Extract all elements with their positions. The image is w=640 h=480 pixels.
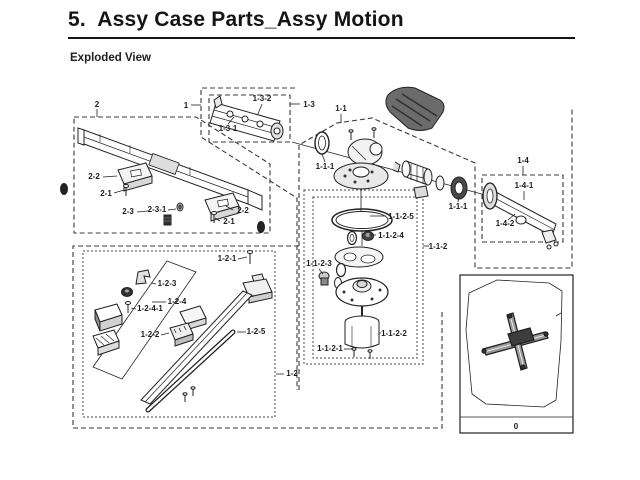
part-label-p-2-3-1: 2-3-1 <box>147 205 167 214</box>
part-label-p-1-4-2: 1-4-2 <box>495 219 515 228</box>
part-rail-assembly <box>483 183 558 249</box>
part-label-p-1-4-1: 1-4-1 <box>514 181 534 190</box>
part-label-p-1-1-1-l: 1-1-1 <box>315 162 335 171</box>
part-label-p-2-3: 2-3 <box>122 207 134 216</box>
part-label-sec-0: 0 <box>513 422 519 431</box>
part-label-p-1-3-2: 1-3-2 <box>252 94 272 103</box>
part-label-p-1-2-3: 1-2-3 <box>157 279 177 288</box>
part-label-sec-2: 2 <box>94 100 100 109</box>
part-base-parts <box>93 251 272 411</box>
exploded-view-label: Exploded View <box>70 52 151 64</box>
part-label-sec-1: 1 <box>183 101 189 110</box>
part-label-p-1-2-4-1: 1-2-4-1 <box>137 304 163 313</box>
part-label-sec-1-2: 1-2 <box>286 369 298 378</box>
part-label-p-1-2-5: 1-2-5 <box>246 327 266 336</box>
part-label-p-1-1-2-1: 1-1-2-1 <box>317 344 343 353</box>
part-label-p-2-2-a: 2-2 <box>88 172 100 181</box>
part-label-p-1-1-2-2: 1-1-2-2 <box>381 329 407 338</box>
part-carriage-assembly <box>210 96 283 141</box>
part-label-p-1-2-4: 1-2-4 <box>167 297 187 306</box>
part-label-p-1-1-1-r: 1-1-1 <box>448 202 468 211</box>
part-label-p-2-1-b: 2-1 <box>223 217 235 226</box>
part-label-sec-1-1-2: 1-1-2 <box>428 242 448 251</box>
part-label-p-2-2-b: 2-2 <box>237 206 249 215</box>
part-holder-bracket <box>386 87 444 130</box>
part-label-p-1-2-1: 1-2-1 <box>217 254 237 263</box>
part-label-p-1-1-2-4: 1-1-2-4 <box>378 231 404 240</box>
part-label-sec-1-4: 1-4 <box>517 156 529 165</box>
part-label-p-1-3-1: 1-3-1 <box>218 124 238 133</box>
part-label-p-1-1-2-3: 1-1-2-3 <box>306 259 332 268</box>
location-view-box <box>460 275 573 433</box>
page-title: 5. Assy Case Parts_Assy Motion <box>68 8 404 31</box>
part-label-p-2-1-a: 2-1 <box>100 189 112 198</box>
part-label-p-1-2-2: 1-2-2 <box>140 330 160 339</box>
part-label-sec-1-1: 1-1 <box>335 104 347 113</box>
part-label-sec-1-3: 1-3 <box>303 100 315 109</box>
part-motor-head <box>315 128 467 199</box>
part-label-p-1-1-2-5: 1-1-2-5 <box>388 212 414 221</box>
